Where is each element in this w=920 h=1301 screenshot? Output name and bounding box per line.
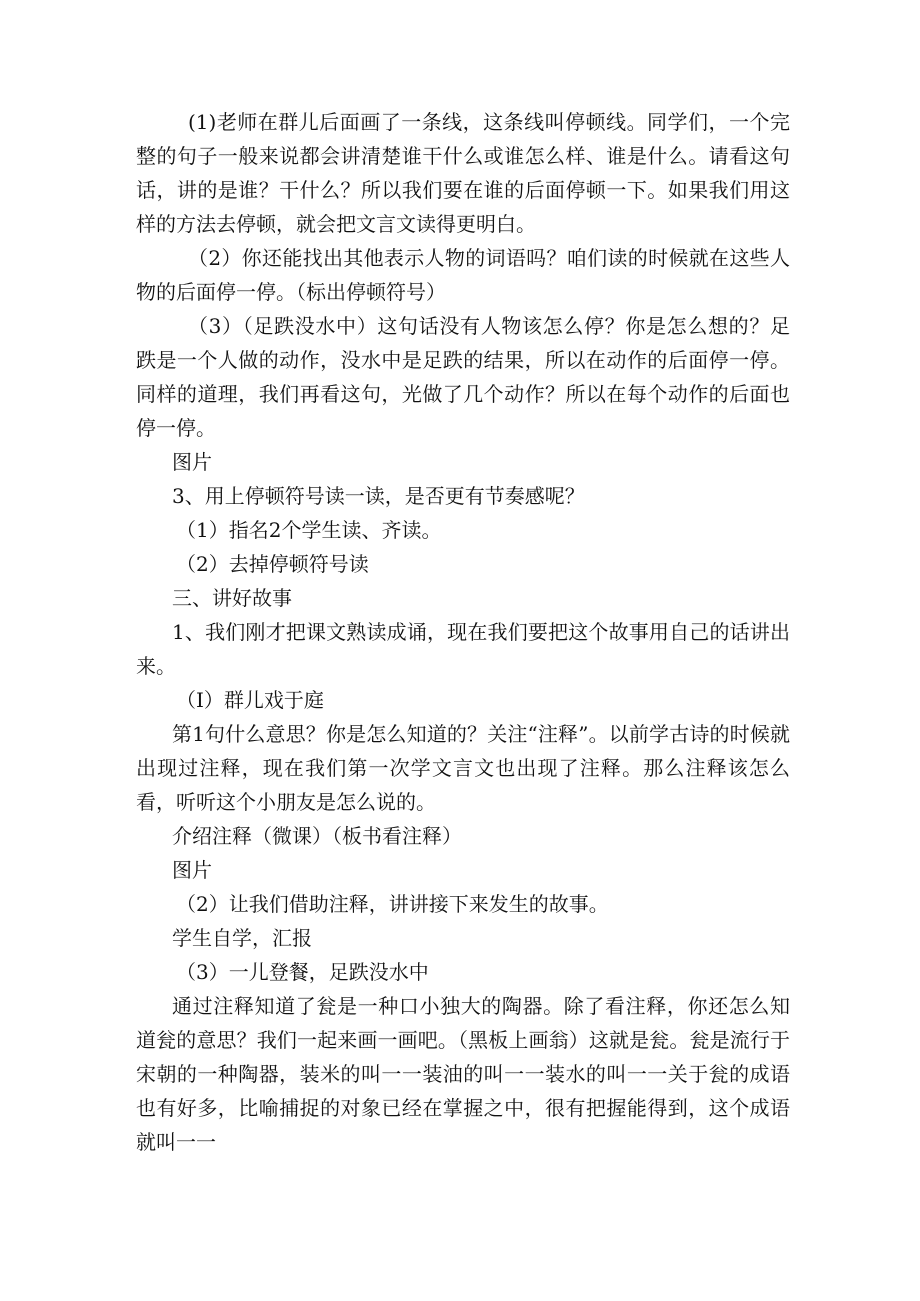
image-placeholder-label: 图片 — [172, 450, 212, 474]
paragraph-read-with-marks: 3、用上停顿符号读一读，是否更有节奏感呢？ — [172, 484, 585, 508]
paragraph-retell-story: 1、我们刚才把课文熟读成诵，现在我们要把这个故事用自己的话讲出来。 — [136, 620, 790, 678]
paragraph-urn-explanation: 通过注释知道了瓮是一种口小独大的陶器。除了看注释，你还怎么知道瓮的意思？我们一起来画一画吧。（黑板上画翁）这就是瓮。瓮是流行于宋朝的一种陶器，装米的叫一一装油的叫一一装水的叫一一关于瓮的成语也有好多，比喻捕捉的对象已经在掌握之中，很有把握能得到，这个成语就叫一一 — [136, 994, 790, 1154]
document-body — [136, 105, 790, 1159]
paragraph-no-person-pause: （3）（足跌没水中）这句话没有人物该怎么停？你是怎么想的？足跌是一个人做的动作，没水中是足跌的结果，所以在动作的后面停一停。同样的道理，我们再看这句，光做了几个动作？所以在每个动作的后面也停一停。 — [136, 314, 790, 440]
paragraph-students-read: （1）指名2个学生读、齐读。 — [176, 518, 442, 542]
paragraph-annotation-meaning: 第1句什么意思？你是怎么知道的？关注“注释”。以前学古诗的时候就出现过注释，现在我们第一次学文言文也出现了注释。那么注释该怎么看，听听这个小朋友是怎么说的。 — [136, 722, 790, 814]
paragraph-remove-marks: （2）去掉停顿符号读 — [176, 552, 369, 576]
image-placeholder-label-2: 图片 — [172, 858, 212, 882]
paragraph-one-child-climbs: （3）一儿登餐，足跌没水中 — [176, 960, 429, 984]
paragraph-annotation-intro: 介绍注释（微课）（板书看注释） — [172, 824, 462, 848]
paragraph-children-play: （I）群儿戏于庭 — [176, 688, 324, 712]
paragraph-find-person-words: （2）你还能找出其他表示人物的词语吗？咱们读的时候就在这些人物的后面停一停。（标出停顿符号） — [136, 246, 790, 304]
paragraph-teacher-pause-line: (1)老师在群儿后面画了一条线，这条线叫停顿线。同学们，一个完整的句子一般来说都会讲清楚谁干什么或谁怎么样、谁是什么。请看这句话，讲的是谁？干什么？所以我们要在谁的后面停顿一下。如果我们用这样的方法去停顿，就会把文言文读得更明白。 — [136, 110, 790, 236]
paragraph-use-annotations: （2）让我们借助注释，讲讲接下来发生的故事。 — [176, 892, 609, 916]
section-heading-tell-story: 三、讲好故事 — [172, 586, 292, 610]
paragraph-self-study: 学生自学，汇报 — [172, 926, 312, 950]
